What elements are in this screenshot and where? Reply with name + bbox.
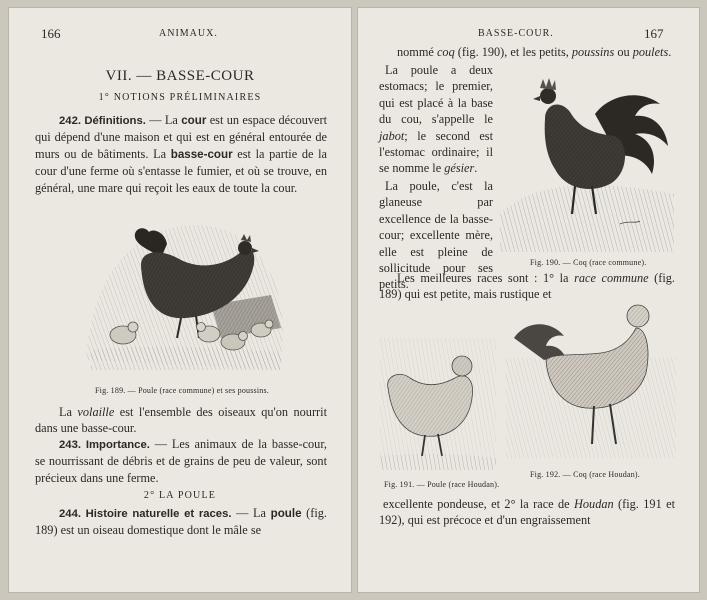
figure-caption: Fig. 191. — Poule (race Houdan).	[384, 480, 500, 489]
text: nommé	[397, 45, 437, 59]
para-heading: Définitions.	[84, 115, 146, 127]
hen-houdan-engraving	[380, 338, 496, 470]
text: — La	[231, 506, 271, 520]
rooster-houdan-illustration	[506, 298, 676, 458]
volaille-paragraph	[35, 404, 327, 437]
hen-with-chicks-illustration	[81, 210, 287, 380]
opening-line	[379, 44, 675, 60]
text: .	[474, 161, 478, 176]
bold-term: cour	[181, 114, 207, 127]
italic-term: poussins	[571, 45, 615, 59]
rooster-engraving	[500, 74, 674, 252]
para-number: 242.	[59, 115, 81, 127]
chapter-title: VII. — BASSE-COUR	[105, 68, 255, 84]
italic-term: coq	[436, 45, 455, 59]
left-page	[9, 8, 351, 592]
text: (fig. 190), et les petits,	[454, 45, 572, 59]
text: est un espace découvert qui dépend d'une maison et qui est en général entourée de murs ou de bâtiments. La	[35, 113, 327, 161]
bold-term: basse-cour	[170, 147, 233, 161]
histoire-paragraph	[35, 505, 327, 539]
running-head: ANIMAUX.	[159, 28, 218, 39]
estomac-paragraph	[379, 62, 493, 177]
importance-paragraph	[35, 436, 327, 486]
text: Les meilleures races sont : 1° la	[397, 271, 575, 285]
text: .	[668, 45, 672, 59]
italic-term: poulets	[632, 45, 669, 59]
hen-houdan-illustration	[380, 338, 496, 470]
italic-term: race commune	[574, 271, 649, 285]
figure-caption: Fig. 190. — Coq (race commune).	[530, 258, 647, 267]
text: excellente pondeuse, et 2° la race de	[383, 497, 575, 511]
houdan-paragraph	[379, 496, 675, 529]
glaneuse-paragraph: La poule, c'est la glaneuse par excellence de la basse-cour; excellente mère, elle est pleine de sollicitude pour ses petits.	[379, 179, 493, 292]
text: (fig. 189) qui est petite, mais rustique et	[379, 271, 676, 302]
text: ; le second est l'estomac ordinaire; il se nomme le	[379, 128, 493, 176]
running-head: BASSE-COUR.	[478, 28, 554, 39]
para-heading: Histoire naturelle et races.	[85, 508, 232, 520]
text: — Les animaux de la basse-cour, se nourrissant de débris et de grains de peu de valeur, sont précieux dans une ferme.	[35, 437, 328, 485]
text: La poule a deux estomacs; le premier, qui est placé à la base du cou, s'appelle le	[379, 63, 493, 127]
figure-caption: Fig. 189. — Poule (race commune) et ses poussins.	[95, 386, 269, 395]
italic-term: gésier	[444, 161, 475, 176]
page-number: 166	[41, 26, 61, 41]
text: (fig. 191 et 192), qui est précoce et d'un engraissement	[379, 497, 675, 528]
para-number: 244.	[59, 508, 81, 520]
text: ou	[614, 45, 633, 59]
italic-term: volaille	[77, 405, 115, 419]
text: — La	[145, 113, 182, 127]
page-number: 167	[644, 26, 664, 41]
rooster-common-illustration	[500, 74, 674, 252]
hen-engraving	[81, 210, 287, 380]
section-heading: 2° LA POULE	[143, 490, 217, 501]
definitions-paragraph	[35, 112, 327, 196]
text: La	[59, 405, 78, 419]
section-heading: 1° NOTIONS PRÉLIMINAIRES	[98, 92, 262, 103]
bold-term: poule	[270, 507, 302, 520]
text: est l'ensemble des oiseaux qu'on nourrit dans une basse-cour.	[35, 405, 327, 436]
italic-term: Houdan	[574, 497, 614, 511]
para-number: 243.	[59, 439, 81, 451]
italic-term: jabot	[379, 128, 405, 143]
rooster-houdan-engraving	[506, 298, 676, 458]
figure-caption: Fig. 192. — Coq (race Houdan).	[530, 470, 640, 479]
para-heading: Importance.	[85, 439, 150, 451]
text: est la partie de la cour d'une ferme où s'entasse le fumier, et où se trouve, en général, une mare qui reçoit les eaux de toute la cour.	[35, 146, 327, 195]
right-page	[358, 8, 699, 592]
text: (fig. 189) est un oiseau domestique dont le mâle se	[35, 506, 327, 538]
